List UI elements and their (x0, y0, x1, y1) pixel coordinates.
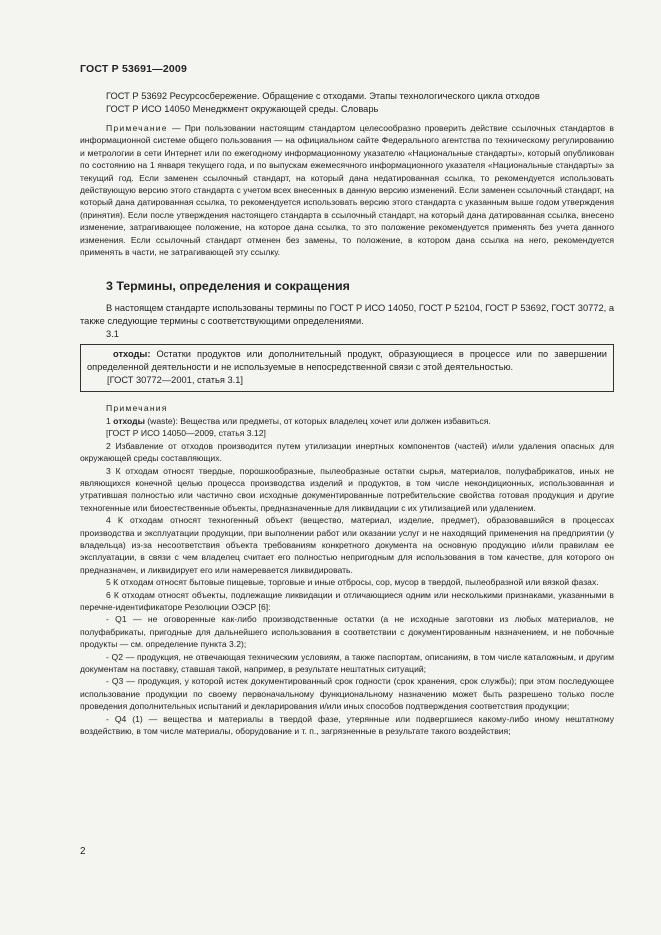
list-item: - Q1 — не оговоренные как-либо производственные остатки (а не исходные заготовки из любых материалов, не полуфабрикаты, пригодные для дальнейшего использования в соответствии с документированным назначением, и не побочные продукты — см. определение пункта 3.2); (80, 614, 614, 650)
note-term: отходы (113, 415, 145, 426)
term-text: Остатки продуктов или дополнительный продукт, образующиеся в процессе или по завершении определенной деятельности и не используемые в непосредственной связи с этой деятельностью. (87, 349, 607, 373)
list-item: - Q2 — продукция, не отвечающая техническим условиям, а также паспортам, описаниям, в том числе каталожным, и другим документам на поставку, ставшая такой, например, в результате нештатных ситуаций; (80, 651, 614, 674)
note-item: 2 Избавление от отходов производится путем утилизации инертных компонентов (частей) и/или удаления опасных для окружающей среды составляющих. (80, 440, 614, 464)
section-title: 3 Термины, определения и сокращения (106, 279, 350, 294)
note-label: Примечание (106, 123, 168, 133)
note-source: [ГОСТ Р ИСО 14050—2009, статья 3.12] (106, 428, 266, 439)
note-item: 5 К отходам относят бытовые пищевые, торговые и иные отбросы, сор, мусор в твердой, пылеобразной или вязкой фазах. (106, 577, 599, 588)
reference-item: ГОСТ Р ИСО 14050 Менеджмент окружающей среды. Словарь (106, 104, 379, 114)
note-text: — При пользовании настоящим стандартом целесообразно проверить действие ссылочных стандартов в информационной системе общего пользования — на официальном сайте Федерального агентства по техническому регулированию и метрологии в сети Интернет или по ежегодному информационному указателю «Национальные стандарты», который опубликован по состоянию на 1 января текущего года, и по выпускам ежемесячного информационного указателя «Национальные стандарты» за текущий год. Если заменен ссылочный стандарт, на который дана недатированная ссылка, то рекомендуется использовать действующую версию этого стандарта с учетом всех внесенных в данную версию изменений. Если заменен ссылочный стандарт, на который дана датированная ссылка, то рекомендуется использовать версию этого стандарта с указанным выше годом утверждения (принятия). Если после утверждения настоящего стандарта в ссылочный стандарт, на который дана датированная ссылка, внесено изменение, затрагивающее положение, на которое дана ссылка, то это положение рекомендуется применять без учета данного изменения. Если ссылочный стандарт отменен без замены, то положение, в котором дана ссылка на него, рекомендуется применять в части, не затрагивающей эту ссылку. (80, 123, 614, 258)
page-header: ГОСТ Р 53691—2009 (80, 63, 188, 75)
list-item: - Q3 — продукция, у которой истек документированный срок годности (срок хранения, срок службы); при этом последующее использование продукции по своему первоначальному функциональному назначению может быть разрешено только после проведения дополнительных испытаний и декларирования и/или иных способов подтверждения соответствия продукции; (80, 676, 614, 712)
term-name: отходы: (113, 349, 151, 360)
note-item: 6 К отходам относят объекты, подлежащие ликвидации и отличающиеся одним или несколькими признаками, указанными в перечне-идентификаторе Резолюции ОЭСР [6]: (80, 589, 614, 612)
note-item: 3 К отходам относят твердые, порошкообразные, пылеобразные остатки сырья, материалов, полуфабрикатов, иных не являющихся конечной целью процесса производства изделий и продуктов, в том числе некондиционных, использованная и утратившая полностью или частично свои исходные документированные потребительские свойства готовая продукция и другие техногенные или биоестественные объекты, предназначенные для ликвидации с их утилизацией или удалением. (80, 465, 614, 513)
section-intro: В настоящем стандарте использованы термины по ГОСТ Р ИСО 14050, ГОСТ Р 52104, ГОСТ Р 53692, ГОСТ 30772, а также следующие термины с соответствующими определениями. (80, 303, 614, 327)
note-item: 4 К отходам относят техногенный объект (вещество, материал, изделие, предмет), образовавшийся в процессах производства и эксплуатации продукции, при выполнении работ или оказании услуг и не находящий применения на предприятии (у владельца) из-за несоответствия объекта требованиям конкретного документа на основную продукцию и/или правилам ее эксплуатации, в связи с чем владелец считает его полностью непригодным для использования в том качестве, для которого он предназначен, и ликвидирует его или намеревается ликвидировать. (80, 515, 614, 575)
term-definition (87, 348, 607, 374)
list-item: - Q4 (1) — вещества и материалы в твердой фазе, утерянные или подвергшиеся какому-либо иному нештатному воздействию, в том числе материалы, оборудование и т. п., загрязненные в результате такого воздействия; (80, 713, 614, 737)
page-content (80, 90, 614, 737)
term-number: 3.1 (106, 329, 119, 340)
notes-label: Примечания (106, 403, 168, 414)
reference-item: ГОСТ Р 53692 Ресурсосбережение. Обращение с отходами. Этапы технологического цикла отходов (106, 91, 540, 101)
term-definition-box (80, 344, 614, 392)
notes-block (80, 402, 614, 737)
note-referenced-standards (80, 122, 614, 258)
page-number: 2 (80, 846, 86, 857)
term-source: [ГОСТ 30772—2001, статья 3.1] (107, 375, 243, 386)
note-item: 1 отходы (waste): Вещества или предметы, от которых владелец хочет или должен избавиться. (106, 415, 491, 426)
